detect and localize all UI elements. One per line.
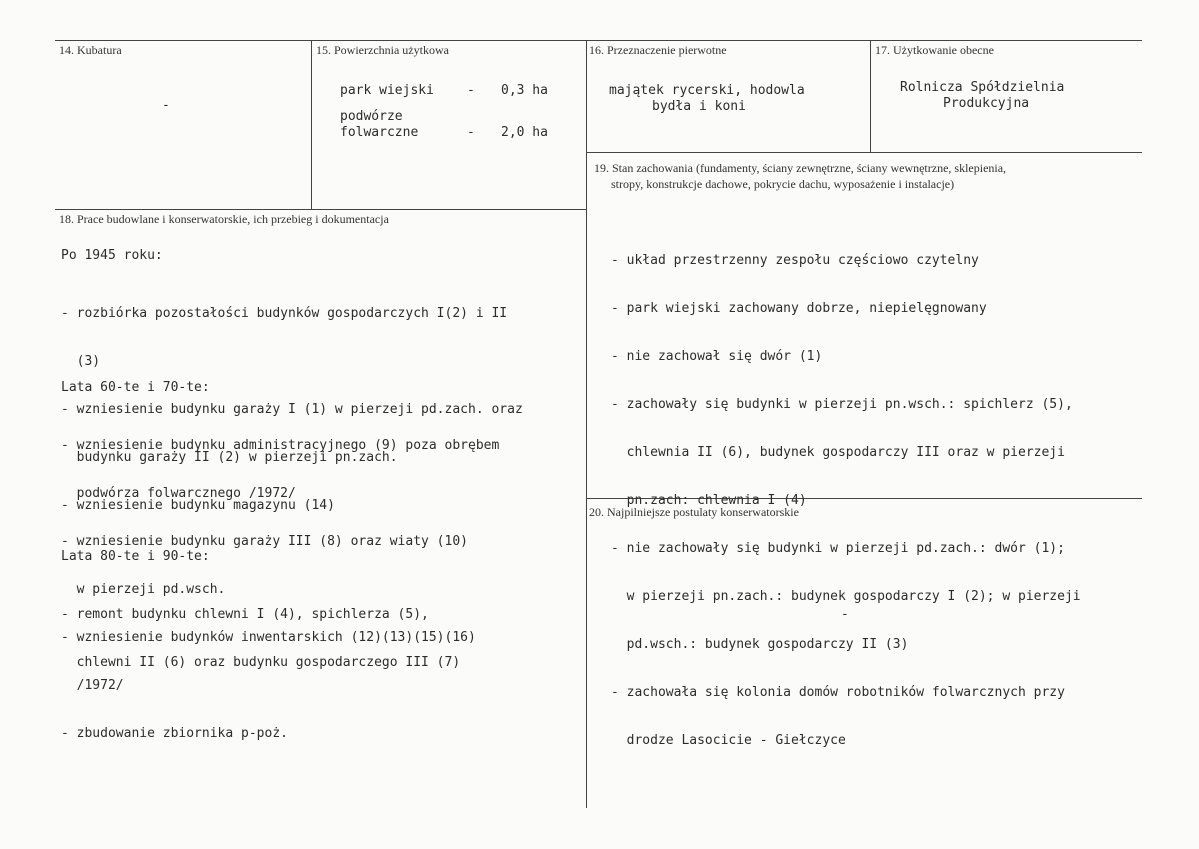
- list-item: - wzniesienie budynku garaży I (1) w pierzeji pd.zach. oraz: [61, 402, 523, 417]
- list-item: - zachowała się kolonia domów robotników folwarcznych przy: [611, 685, 1065, 700]
- divider-row-16-19: [586, 152, 1142, 153]
- field16-line: majątek rycerski, hodowla: [609, 83, 805, 98]
- list-item: - nie zachowały się budynki w pierzeji pd.zach.: dwór (1);: [611, 541, 1065, 556]
- list-item: - wzniesienie budynku garaży III (8) oraz wiaty (10): [61, 534, 468, 549]
- field19-list: [611, 221, 1081, 765]
- field16-label: 16. Przeznaczenie pierwotne: [589, 43, 727, 57]
- field17-line: Produkcyjna: [943, 96, 1030, 111]
- list-item: chlewnia II (6), budynek gospodarczy III oraz w pierzeji: [611, 445, 1065, 460]
- divider-row-15-18: [55, 209, 586, 210]
- top-border: [55, 40, 1142, 41]
- list-item: /1972/: [61, 678, 124, 693]
- divider-16-17: [870, 40, 871, 152]
- field15-row-value: 0,3 ha: [501, 83, 548, 98]
- list-item: - rozbiórka pozostałości budynków gospodarczych I(2) i II: [61, 306, 508, 321]
- field19-label: 19. Stan zachowania (fundamenty, ściany zewnętrzne, ściany wewnętrzne, sklepienia,: [594, 161, 1007, 175]
- list-item: - wzniesienie budynku magazynu (14): [61, 498, 335, 513]
- list-item: pn.zach: chlewnia I (4): [611, 493, 807, 508]
- list-item: - remont budynku chlewni I (4), spichlerza (5),: [61, 607, 429, 622]
- field15-row-name: folwarczne: [340, 125, 419, 140]
- list-item: w pierzeji pd.wsch.: [61, 582, 226, 597]
- list-item: - zachowały się budynki w pierzeji pn.wsch.: spichlerz (5),: [611, 397, 1073, 412]
- field15-row-dash: -: [467, 125, 475, 140]
- field14-value: -: [162, 98, 170, 113]
- field15-row-name: podwórze: [340, 109, 403, 124]
- list-item: - park wiejski zachowany dobrze, niepielęgnowany: [611, 301, 987, 316]
- field15-row-name: park wiejski: [340, 83, 434, 98]
- field17-line: Rolnicza Spółdzielnia: [900, 80, 1065, 95]
- field18-label: 18. Prace budowlane i konserwatorskie, ich przebieg i dokumentacja: [59, 212, 389, 226]
- field17-label: 17. Użytkowanie obecne: [875, 43, 994, 57]
- field20-value: -: [841, 607, 849, 622]
- list-item: chlewni II (6) oraz budynku gospodarczego III (7): [61, 655, 461, 670]
- field15-label: 15. Powierzchnia użytkowa: [316, 43, 449, 57]
- field18-section-list: [61, 575, 460, 687]
- field16-line: bydła i koni: [652, 99, 746, 114]
- field19-label: stropy, konstrukcje dachowe, pokrycie dachu, wyposażenie i instalacje): [611, 177, 955, 191]
- divider-14-15: [311, 40, 312, 210]
- field18-section-heading: Po 1945 roku:: [61, 248, 163, 263]
- field15-row-dash: -: [467, 83, 475, 98]
- list-item: - zbudowanie zbiornika p-poż.: [61, 726, 288, 741]
- list-item: - wzniesienie budynków inwentarskich (12)(13)(15)(16): [61, 630, 476, 645]
- list-item: (3): [61, 354, 101, 369]
- list-item: - nie zachował się dwór (1): [611, 349, 823, 364]
- field15-row-value: 2,0 ha: [501, 125, 548, 140]
- field14-label: 14. Kubatura: [59, 43, 122, 57]
- list-item: w pierzeji pn.zach.: budynek gospodarczy I (2); w pierzeji: [611, 589, 1081, 604]
- field20-label: 20. Najpilniejsze postulaty konserwatorskie: [589, 505, 799, 519]
- list-item: - układ przestrzenny zespołu częściowo czytelny: [611, 253, 979, 268]
- list-item: budynku garaży II (2) w pierzeji pn.zach.: [61, 450, 398, 465]
- field18-section-heading: Lata 80-te i 90-te:: [61, 549, 210, 564]
- list-item: drodze Lasocicie - Giełczyce: [611, 733, 846, 748]
- field18-section-heading: Lata 60-te i 70-te:: [61, 380, 210, 395]
- list-item: - wzniesienie budynku administracyjnego (9) poza obrębem: [61, 438, 500, 453]
- list-item: podwórza folwarcznego /1972/: [61, 486, 296, 501]
- list-item: pd.wsch.: budynek gospodarczy II (3): [611, 637, 909, 652]
- center-divider: [586, 40, 587, 808]
